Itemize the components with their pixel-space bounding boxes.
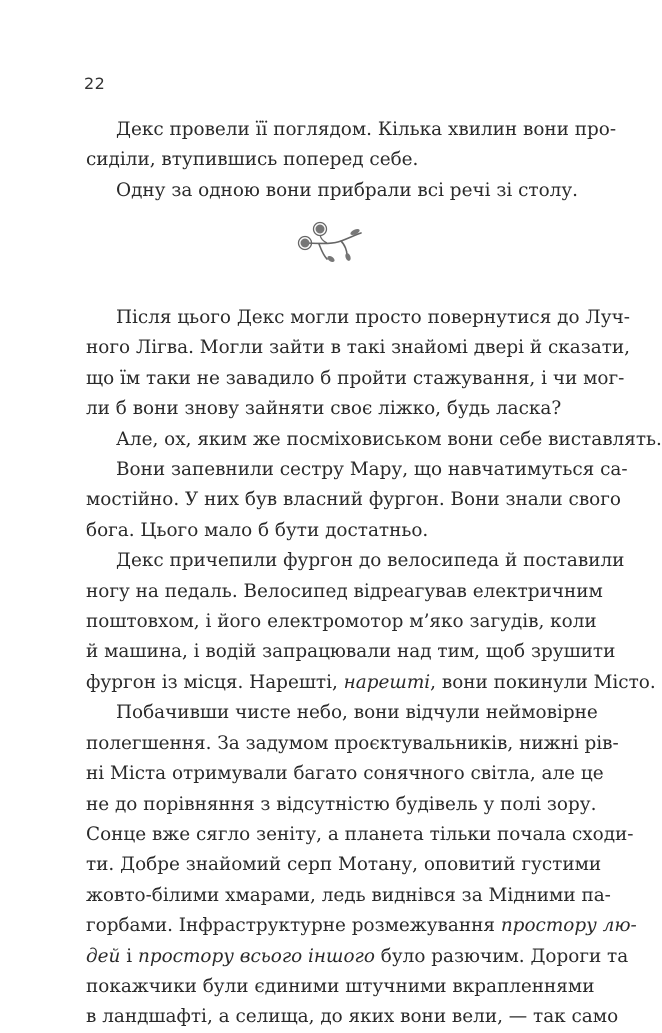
text-line <box>86 455 628 485</box>
text-segment: поштовхом, і його електромотор м’яко загудів, коли <box>86 611 597 633</box>
text-segment: Після цього Декс могли просто повернутися до Луч- <box>116 307 630 328</box>
text-line <box>86 394 574 424</box>
text-segment: Декс причепили фургон до велосипеда й поставили <box>116 550 625 572</box>
text-segment: бога. Цього мало б бути достатньо. <box>86 519 429 541</box>
text-line <box>86 942 629 972</box>
text-segment: сиділи, втупившись поперед себе. <box>86 149 419 171</box>
text-line <box>86 698 598 728</box>
text-segment: що їм таки не завадило б пройти стажування, і чи мог- <box>86 367 625 389</box>
text-segment: , вони покинули Місто. <box>430 671 656 693</box>
floral-ornament-icon <box>297 219 367 269</box>
text-segment: в ландшафті, а селища, до яких вони вели, — так само <box>86 1006 619 1028</box>
text-line <box>86 790 597 820</box>
text-line <box>86 759 604 789</box>
text-segment: ти. Добре знайомий серп Мотану, оповитий густими <box>86 854 602 876</box>
text-line <box>86 911 637 941</box>
text-segment: фургон із місця. Нарешті, <box>86 671 344 693</box>
text-segment: Декс провели її поглядом. Кілька хвилин вони про- <box>116 119 617 140</box>
text-block-top <box>86 115 617 206</box>
text-segment: ногу на педаль. Велосипед відреагував електричним <box>86 580 603 602</box>
text-segment: й машина, і водій запрацювали над тим, щоб зрушити <box>86 641 616 663</box>
text-segment: Сонце вже сягло зеніту, а планета тільки почала сходи- <box>86 823 634 845</box>
text-segment: полегшення. За задумом проєктувальників, нижні рів- <box>86 732 619 754</box>
text-line <box>86 115 617 145</box>
text-line <box>86 729 619 759</box>
text-segment: Вони запевнили сестру Мару, що навчатимуться са- <box>116 459 628 481</box>
text-line <box>86 485 621 515</box>
text-segment: ного Лігва. Могли зайти в такі знайомі двері й сказати, <box>86 337 630 359</box>
text-line <box>86 425 662 455</box>
text-line <box>86 850 602 880</box>
text-line <box>86 145 574 175</box>
italic-text: нарешті <box>343 671 431 693</box>
text-line <box>86 972 595 1002</box>
text-segment: горбами. Інфраструктурне розмежування <box>86 915 501 937</box>
italic-text: дей <box>86 945 121 967</box>
text-line <box>86 516 574 546</box>
text-segment: і <box>120 945 138 967</box>
italic-text: простору лю- <box>500 915 637 937</box>
text-line <box>86 607 597 637</box>
text-segment: мостійно. У них був власний фургон. Вони знали свого <box>86 489 621 511</box>
text-line <box>86 333 630 363</box>
text-line <box>86 303 630 333</box>
text-segment: ли б вони знову зайняти своє ліжко, будь ласка? <box>86 398 562 420</box>
text-segment: жовто-білими хмарами, ледь виднівся за Мідними па- <box>86 884 611 906</box>
text-line <box>86 820 634 850</box>
text-line <box>86 364 625 394</box>
text-segment: ні Міста отримували багато сонячного світла, але це <box>86 763 604 785</box>
text-line <box>86 637 616 667</box>
text-segment: Одну за одною вони прибрали всі речі зі столу. <box>116 179 578 201</box>
text-block-main <box>86 303 662 1033</box>
text-line <box>86 881 611 911</box>
italic-text: простору всього іншого <box>137 945 375 967</box>
text-line <box>86 1002 619 1032</box>
text-segment: Побачивши чисте небо, вони відчули неймовірне <box>116 702 598 724</box>
text-line <box>86 176 578 206</box>
text-line <box>86 668 656 698</box>
text-segment: не до порівняння з відсутністю будівель у полі зору. <box>86 793 597 815</box>
text-segment: покажчики були єдиними штучними вкрапленнями <box>86 975 595 997</box>
text-segment: Але, ох, яким же посміховиськом вони себе виставлять. <box>116 428 662 450</box>
page-number: 22 <box>84 74 106 93</box>
text-segment: було разючим. Дороги та <box>374 945 629 967</box>
text-line <box>86 546 625 576</box>
text-line <box>86 577 603 607</box>
